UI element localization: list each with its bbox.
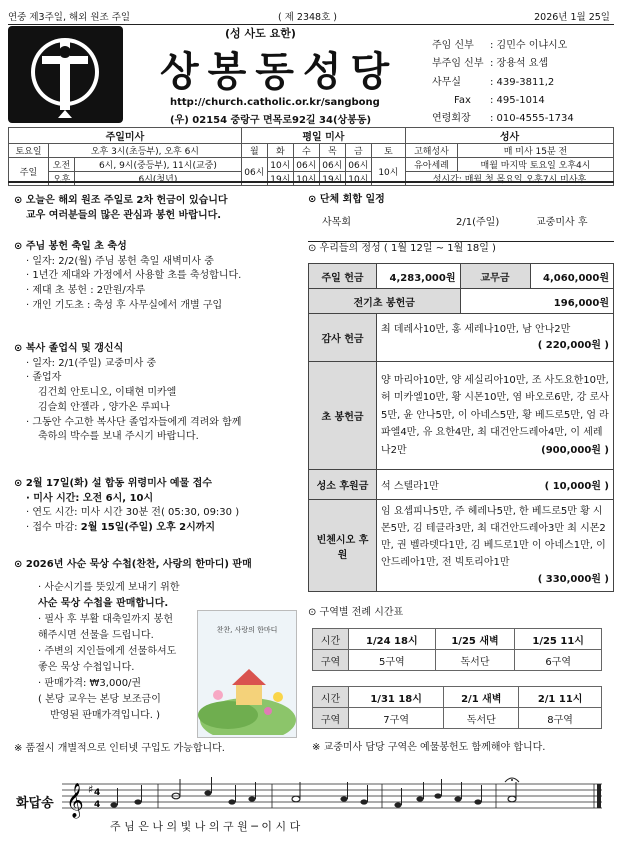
psalm-music-staff [62, 776, 608, 820]
liturgical-day: 연중 제3주일, 해외 원조 주일 [8, 12, 131, 23]
offering-table: 주일 헌금 4,283,000원 교무금 4,060,000원 전기초 봉헌금 196,000원 감사 헌금 최 데레사10만, 홍 세레나10만, 남 안나2만 ( 220,000원 ) 초 봉헌금 양 마리아10만, 양 세실리아10만, 조 사도요한10만, 허 미카엘10만, 황 시몬10만, 염 바오로6만, 강 로사5만, 윤 안나5만, 이 아네스5만, 황 베드로5만, 엄 라파엘4만, 유 요한4만, 최 대건안드레아4만, 이 세레나2만 (900,000원 ) 성소 후원금 석 스텔라1만 ( 10,000원 ) 빈첸시오 후원 임 요셉피나5만, 주 헤레나5만, 한 베드로5만 황 시몬5만, 김 테클라3만, 최 대건안드레아3만 최 시몬2만, 권 벨라뎃다1만, 김 베드로1만 이 아네스1만, 이 안드레아1만, 전 빅토리아1만 ( 330,000원 ) [308, 263, 614, 592]
header-divider [8, 24, 614, 25]
staff-row: 사무실 : 439-3811,2 [432, 76, 555, 88]
zone-schedule-2: 시간 1/31 18시 2/1 새벽 2/1 11시 구역 7구역 독서단 8구역 [312, 686, 602, 729]
staff-row: 주임 신부 : 김민수 이냐시오 [432, 40, 568, 51]
booklet-title: 찬찬, 사랑의 한마디 [216, 626, 278, 634]
church-url[interactable]: http://church.catholic.or.kr/sangbong [170, 97, 380, 108]
offering-heading: ⊙ 우리들의 정성 ( 1월 12일 ~ 1월 18일 ) [308, 243, 496, 254]
church-address: (우) 02154 중랑구 면목로92길 34(상봉동) [170, 115, 372, 126]
offering-top-line [308, 241, 614, 242]
svg-text:4: 4 [94, 788, 101, 798]
notice-altar-server: ⊙ 복사 졸업식 및 갱신식 · 일자: 2/1(주일) 교중미사 중 · 졸업자 김건희 안토니오, 이태현 미카엘 김슬희 안젤라 , 양가온 루피나 · 그동안 수고한 복사단 졸업자들에게 격려와 함께 축하의 박수를 보내 주시기 바랍니다. [14, 343, 242, 443]
zone-schedule-1: 시간 1/24 18시 1/25 새벽 1/25 11시 구역 5구역 독서단 6구역 [312, 628, 602, 671]
staff-row: 연령회장 : 010-4555-1734 [432, 113, 574, 125]
church-name: 상봉동성당 [160, 49, 399, 95]
notice-overseas-aid: ⊙ 오늘은 해외 원조 주일로 2차 헌금이 있습니다 교우 여러분들의 많은 관심과 봉헌 바랍니다. [14, 195, 228, 221]
svg-text:♯: ♯ [88, 783, 94, 796]
staff-row: 부주임 신부 : 장용석 요셉 [432, 58, 549, 70]
booklet-cover-image [197, 610, 297, 738]
zone-note: ※ 교중미사 담당 구역은 예물봉헌도 함께해야 합니다. [312, 742, 546, 753]
notice-memorial-mass: ⊙ 2월 17일(화) 설 합동 위령미사 예물 접수 · 미사 시간: 오전 6시, 10시 · 연도 시간: 미사 시간 30분 전( 05:30, 09:30 ) · 접수 마감: 2월 15일(주일) 오후 2시까지 [14, 478, 240, 534]
notice-candle-blessing: ⊙ 주님 봉헌 축일 초 축성 · 일자: 2/2(월) 주님 봉헌 축일 새벽미사 중 · 1년간 제대와 가정에서 사용할 초를 축성합니다. · 제대 초 봉헌 : 2만원/자루 · 개인 기도초 : 축성 후 사무실에서 개별 구입 [14, 241, 242, 311]
staff-info [432, 37, 574, 128]
svg-text:𝄞: 𝄞 [66, 783, 84, 818]
zone-schedule-heading: ⊙ 구역별 전례 시간표 [308, 607, 404, 618]
staff-row: Fax : 495-1014 [454, 94, 545, 106]
psalm-label: 화답송 [16, 796, 54, 811]
patron-saint: (성 사도 요한) [225, 27, 296, 40]
booklet-details: · 사순시기를 뜻있게 보내기 위한 사순 묵상 수첩을 판매합니다. · 필사 후 부활 대축일까지 봉헌 해주시면 선물을 드립니다. · 주변의 지인들에게 선물하셔도 좋은 묵상 수첩입니다. · 판매가격: ₩3,000/권 ( 본당 교우는 본당 보조금이 반영된 판매가격입니다. ) [38, 582, 180, 721]
notice-lent-booklet: ⊙ 2026년 사순 묵상 수첩(찬찬, 사랑의 한마디) 판매 [14, 559, 252, 570]
schedule-divider [8, 181, 614, 183]
issue-number: ( 제 2348호 ) [278, 12, 338, 23]
booklet-note: ※ 품절시 개별적으로 인터넷 구입도 가능합니다. [14, 743, 225, 754]
psalm-lyrics: 주 님 은 나 의 빛 나 의 구 원 ─ 이 시 다 [110, 820, 301, 833]
header-line [8, 9, 614, 23]
mass-schedule-table: 주일미사 평일 미사 성사 토요일 오후 3시(초등부), 오후 6시 월 화 수 목 금 토 고해성사 매 미사 15분 전 주일 오전 6시, 9시(중등부), 11시(교중) 06시 10시 06시 06시 06시 10시 유아세례 매월 마지막 토요일 오후4시 오후 6시(청년) 19시 10시 19시 10시 성시간: 매월 첫 목요일 오후7시 미사후 [8, 127, 614, 186]
issue-date: 2026년 1월 25일 [534, 12, 610, 23]
church-logo [8, 26, 123, 123]
group-meeting: ⊙ 단체 회합 일정 사목회 2/1(주일) 교중미사 후 [308, 194, 588, 228]
svg-text:4: 4 [94, 800, 101, 810]
